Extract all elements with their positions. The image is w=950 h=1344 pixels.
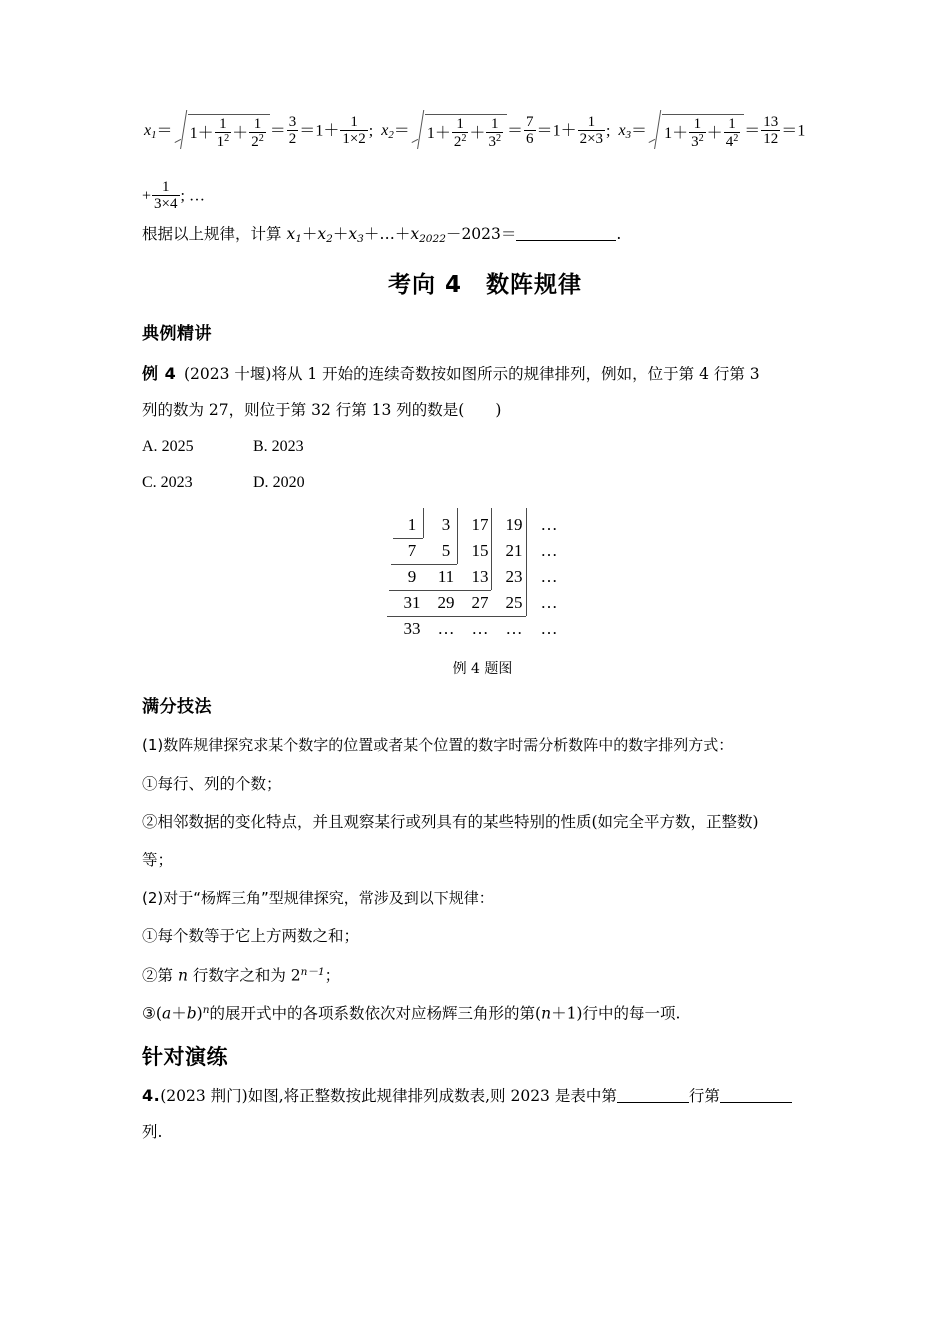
array-cell-r5c2: … — [437, 619, 455, 638]
technique-item-1b-cont: 等； — [142, 851, 174, 869]
array-cell-r2c2: 5 — [441, 541, 451, 560]
radical-2: 1＋ $\frac{1}{2^2}$ ＋ $\frac{1}{3^2}$ — [410, 112, 507, 151]
array-cell-r3c3: 13 — [471, 567, 489, 586]
array-cell-r5c1: 33 — [403, 619, 421, 638]
formula-line-2: + $\frac{1}{3\times 4}$ ; … — [142, 178, 205, 212]
array-cell-r5c3: … — [471, 619, 489, 638]
practice-text-a: 如图,将正整数按此规律排列成数表,则 2023 是表中第 — [247, 1086, 617, 1105]
radical-3: 1＋ $\frac{1}{3^2}$ ＋ $\frac{1}{4^2}$ — [647, 112, 744, 151]
array-cell-r3c4: 23 — [505, 567, 523, 586]
answer-blank[interactable] — [516, 225, 616, 241]
section-heading-dianli: 典例精讲 — [142, 324, 212, 344]
array-cell-r5c4: … — [505, 619, 523, 638]
fraction-2-1: $\frac{1}{2^2}$ — [453, 115, 467, 151]
practice-question-line-2: 列. — [142, 1123, 163, 1141]
fraction-1-1: $\frac{1}{1^2}$ — [216, 115, 230, 151]
array-cell-r2c1: 7 — [407, 541, 417, 560]
fraction-tail-3: $\frac{1}{3\times 4}$ — [154, 178, 178, 212]
section-heading-manfen: 满分技法 — [142, 697, 212, 717]
fraction-3-2: $\frac{1}{4^2}$ — [725, 115, 739, 151]
technique-item-2a: ①每个数等于它上方两数之和； — [142, 927, 360, 945]
fraction-3-1: $\frac{1}{3^2}$ — [691, 115, 704, 151]
formula-question-line: 根据以上规律，计算 $x_1+x_2+x_3+\dots+x_{2022}-2023=$ . — [142, 224, 622, 245]
array-cell-r4c2: 29 — [437, 593, 455, 612]
fraction-result-3: $\frac{13}{12}$ — [763, 113, 779, 148]
fraction-result-2: $\frac{7}{6}$ — [526, 113, 534, 148]
array-cell-r3c1: 9 — [407, 567, 417, 586]
radical-1: 1＋ $\frac{1}{1^2}$ ＋ $\frac{1}{2^2}$ — [173, 112, 270, 151]
array-cell-r4c3: 27 — [471, 593, 489, 612]
formula-x3-label: $x_3$ — [618, 122, 632, 142]
bracket-hline-1 — [393, 538, 423, 539]
practice-question-line-1 — [142, 1087, 792, 1104]
array-cell-r5c5: … — [540, 619, 558, 638]
array-cell-r4c1: 31 — [403, 593, 421, 612]
bracket-vline-3 — [491, 508, 492, 590]
array-cell-r1c4: 19 — [505, 515, 523, 534]
array-cell-r1c3: 17 — [471, 515, 489, 534]
formula-x1-label: $x_1$ — [144, 122, 157, 142]
technique-item-2: (2)对于“杨辉三角”型规律探究，常涉及到以下规律： — [142, 889, 494, 907]
array-cell-r2c4: 21 — [505, 541, 523, 560]
fraction-tail-1: $\frac{1}{1\times 2}$ — [342, 113, 366, 148]
bracket-vline-1 — [423, 508, 424, 538]
fraction-tail-2: $\frac{1}{2\times 3}$ — [579, 113, 604, 148]
array-cell-r1c2: 3 — [441, 515, 451, 534]
choice-d[interactable]: D. 2020 — [253, 474, 305, 491]
figure-caption: 例 4 题图 — [452, 661, 513, 677]
equals-1: ＝ — [156, 122, 173, 140]
technique-item-1a: ①每行、列的个数； — [142, 775, 282, 793]
section-heading-zhendui: 针对演练 — [142, 1045, 228, 1069]
fraction-result-1: $\frac{3}{2}$ — [288, 113, 297, 148]
bracket-vline-2 — [457, 508, 458, 564]
array-cell-r3c5: … — [540, 567, 558, 586]
technique-item-2c: $③(a+b)^n$的展开式中的各项系数依次对应杨辉三角形的第(n＋1)行中的每一项. — [142, 1004, 681, 1023]
page-title: 考向 4 数阵规律 — [387, 272, 582, 298]
practice-text-b: 行第 — [688, 1086, 720, 1105]
practice-source: (2023 荆门) — [160, 1086, 248, 1105]
example-text-1: 将从 1 开始的连续奇数按如图所示的规律排列，例如，位于第 4 行第 3 — [271, 365, 760, 383]
fraction-1-2: $\frac{1}{2^2}$ — [251, 115, 264, 151]
formula-x2-label: $x_2$ — [381, 122, 394, 142]
practice-number: 4. — [142, 1085, 161, 1105]
practice-blank-col[interactable] — [720, 1087, 792, 1103]
example-line-1 — [142, 366, 760, 383]
number-array-figure — [395, 508, 570, 643]
technique-item-1b: ②相邻数据的变化特点，并且观察某行或列具有的某些特别的性质(如完全平方数，正整数) — [142, 813, 759, 831]
formula-line-1: $x_1=$ 1＋ $\frac{1}{1^2}$ ＋ $\frac{1}{2^2}$ ＝ $\frac{3}{2}$ ＝1＋ $\frac{1}{1\times 2}$ ; $x_2=$ 1＋ $\frac{1}{2^2}$ ＋ $\frac{1}{3^2}$ ＝ $\frac{7}{6}$ ＝1＋ $\frac{1}{2\times 3}$ ; $x_3=$ 1＋ $\frac{1}{3^2}$ ＋ $\frac{1}{4^2}$ ＝ $\frac{13}{12}$ ＝1 — [144, 112, 805, 151]
example-label: 例 4 — [142, 364, 177, 383]
radical-tick-icon — [647, 110, 662, 149]
practice-blank-row[interactable] — [617, 1087, 689, 1103]
array-cell-r1c1: 1 — [407, 515, 417, 534]
bracket-hline-4 — [387, 616, 526, 617]
bracket-vline-4 — [526, 508, 527, 616]
array-cell-r3c2: 11 — [437, 567, 455, 586]
array-cell-r2c5: … — [540, 541, 558, 560]
radical-tick-icon — [410, 110, 425, 149]
array-cell-r4c4: 25 — [505, 593, 523, 612]
technique-item-2b: ②第 n 行数字之和为 $2^{n-1}$； — [142, 966, 341, 985]
bracket-hline-3 — [389, 590, 491, 591]
radical-tick-icon — [173, 110, 188, 149]
array-cell-r4c5: … — [540, 593, 558, 612]
example-line-2: 列的数为 27，则位于第 32 行第 13 列的数是( ) — [142, 401, 502, 419]
example-source: (2023 十堰) — [183, 365, 272, 383]
technique-item-1: (1)数阵规律探究求某个数字的位置或者某个位置的数字时需分析数阵中的数字排列方式： — [142, 736, 734, 754]
array-cell-r2c3: 15 — [471, 541, 489, 560]
array-cell-r1c5: … — [540, 515, 558, 534]
fraction-2-2: $\frac{1}{3^2}$ — [488, 115, 502, 151]
choice-c[interactable]: C. 2023 — [142, 474, 193, 491]
choice-b[interactable]: B. 2023 — [253, 438, 304, 455]
bracket-hline-2 — [391, 564, 457, 565]
choice-a[interactable]: A. 2025 — [142, 438, 194, 455]
